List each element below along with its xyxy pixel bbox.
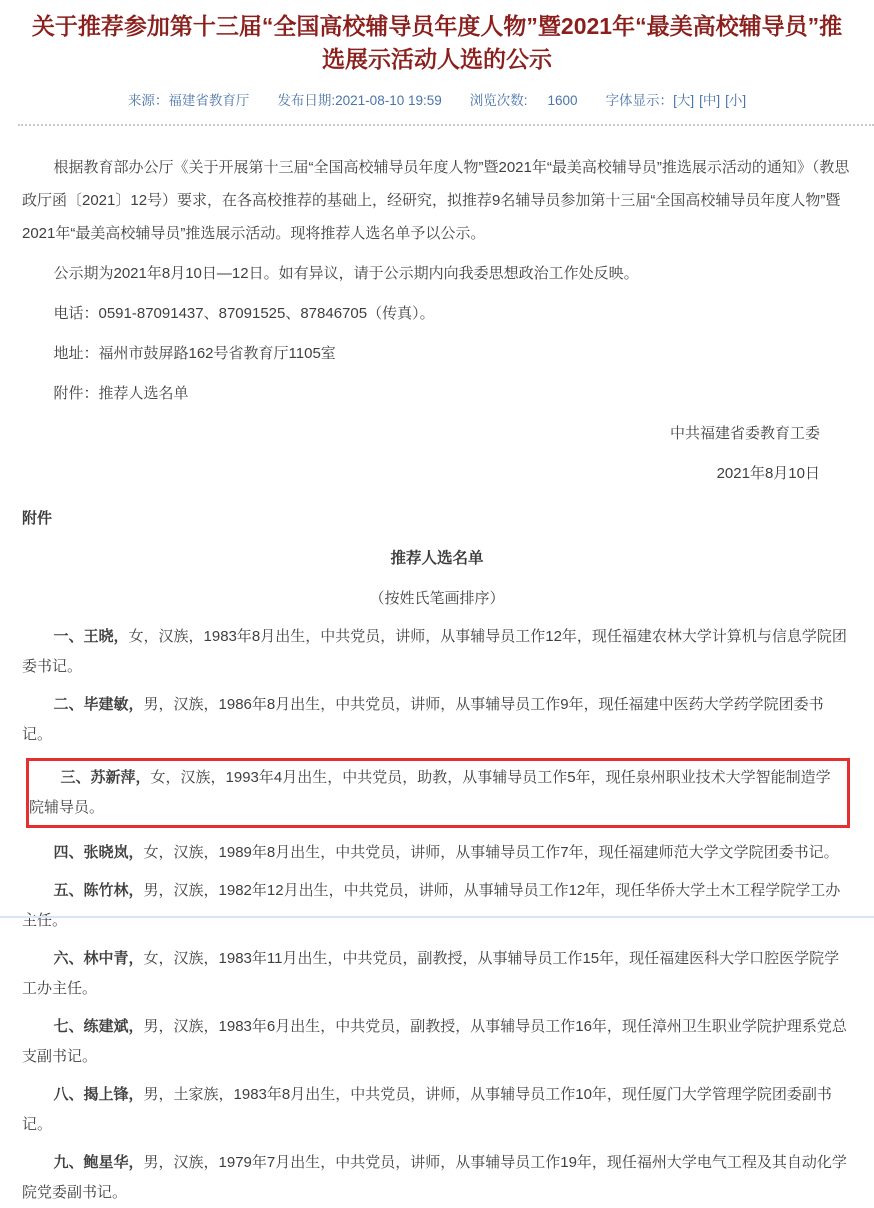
meta-views-label: 浏览次数:	[469, 93, 528, 108]
annex-heading: 附件	[22, 510, 53, 527]
page-bottom-border	[0, 916, 874, 918]
meta-source-label: 来源：	[127, 93, 169, 108]
candidate-row-8	[22, 1080, 852, 1140]
candidate-details: 男，汉族，1983年6月出生，中共党员，副教授，从事辅导员工作16年，现任漳州卫生职业学院护理系党总支副书记。	[22, 1018, 847, 1065]
paragraph-notice-period: 公示期为2021年8月10日—12日。如有异议，请于公示期内向我委思想政治工作处反映。	[53, 265, 639, 282]
font-size-large-button[interactable]: [大]	[673, 93, 695, 108]
signature-date: 2021年8月10日	[716, 465, 820, 482]
dotted-divider	[18, 124, 874, 126]
candidate-rank-name: 一、王晓，	[53, 628, 129, 645]
paragraph-attachment: 附件：推荐人选名单	[53, 385, 189, 402]
font-size-medium-button[interactable]: [中]	[699, 93, 721, 108]
candidate-rank-name: 九、鲍星华，	[53, 1154, 144, 1171]
candidate-details: 女，汉族，1993年4月出生，中共党员，助教，从事辅导员工作5年，现任泉州职业技术大学智能制造学院辅导员。	[29, 769, 831, 816]
candidate-row-6	[22, 944, 852, 1004]
meta-source-value: 福建省教育厅	[168, 93, 250, 108]
candidate-rank-name: 六、林中青，	[53, 950, 144, 967]
paragraph-phone: 电话：0591-87091437、87091525、87846705（传真）。	[53, 305, 435, 322]
candidate-details: 男，土家族，1983年8月出生，中共党员，讲师，从事辅导员工作10年，现任厦门大学管理学院团委副书记。	[22, 1086, 832, 1133]
meta-bar	[0, 89, 874, 109]
meta-date-label: 发布日期:	[277, 93, 336, 108]
candidate-rank-name: 四、张晓岚，	[53, 844, 144, 861]
candidate-row-1	[22, 622, 852, 682]
candidate-row-5	[22, 876, 852, 936]
candidate-details: 男，汉族，1982年12月出生，中共党员，讲师，从事辅导员工作12年，现任华侨大学土木工程学院学工办主任。	[22, 882, 841, 929]
signature-block	[22, 417, 852, 490]
candidate-row-4	[22, 838, 852, 868]
candidate-row-9	[22, 1148, 852, 1208]
candidate-list	[22, 622, 852, 1208]
meta-date-value: 2021-08-10 19:59	[335, 93, 442, 108]
signature-org: 中共福建省委教育工委	[669, 425, 820, 442]
candidate-row-2	[22, 690, 852, 750]
meta-views-value: 1600	[547, 93, 578, 108]
candidate-rank-name: 七、练建斌，	[53, 1018, 144, 1035]
paragraph-address: 地址：福州市鼓屏路162号省教育厅1105室	[53, 345, 336, 362]
candidate-details: 男，汉族，1979年7月出生，中共党员，讲师，从事辅导员工作19年，现任福州大学电气工程及其自动化学院党委副书记。	[22, 1154, 847, 1201]
candidate-row-7	[22, 1012, 852, 1072]
annex-list-title: 推荐人选名单	[390, 550, 484, 567]
font-size-small-button[interactable]: [小]	[725, 93, 747, 108]
document-body	[0, 151, 874, 1208]
candidate-rank-name: 八、揭上锋，	[53, 1086, 144, 1103]
candidate-rank-name: 二、毕建敏，	[53, 696, 144, 713]
annex-list-subtitle: （按姓氏笔画排序）	[369, 590, 505, 607]
candidate-details: 女，汉族，1989年8月出生，中共党员，讲师，从事辅导员工作7年，现任福建师范大学文学院团委书记。	[143, 844, 839, 861]
highlighted-candidate-row	[26, 758, 850, 828]
candidate-rank-name: 三、苏新萍，	[60, 769, 151, 786]
candidate-rank-name: 五、陈竹林，	[53, 882, 144, 899]
paragraph-intro: 根据教育部办公厅《关于开展第十三届“全国高校辅导员年度人物”暨2021年“最美高校辅导员”推选展示活动的通知》（教思政厅函〔2021〕12号）要求，在各高校推荐的基础上，经研究，拟推荐9名辅导员参加第十三届“全国高校辅导员年度人物”暨2021年“最美高校辅导员”推选展示活动。现将推荐人选名单予以公示。	[22, 159, 850, 242]
candidate-details: 女，汉族，1983年8月出生，中共党员，讲师，从事辅导员工作12年，现任福建农林大学计算机与信息学院团委书记。	[22, 628, 847, 675]
candidate-details: 女，汉族，1983年11月出生，中共党员，副教授，从事辅导员工作15年，现任福建医科大学口腔医学院学工办主任。	[22, 950, 840, 997]
candidate-details: 男，汉族，1986年8月出生，中共党员，讲师，从事辅导员工作9年，现任福建中医药大学药学院团委书记。	[22, 696, 824, 743]
page-title: 关于推荐参加第十三届“全国高校辅导员年度人物”暨2021年“最美高校辅导员”推选展示活动人选的公示	[31, 13, 843, 72]
meta-fontsize-label: 字体显示：	[605, 93, 674, 108]
